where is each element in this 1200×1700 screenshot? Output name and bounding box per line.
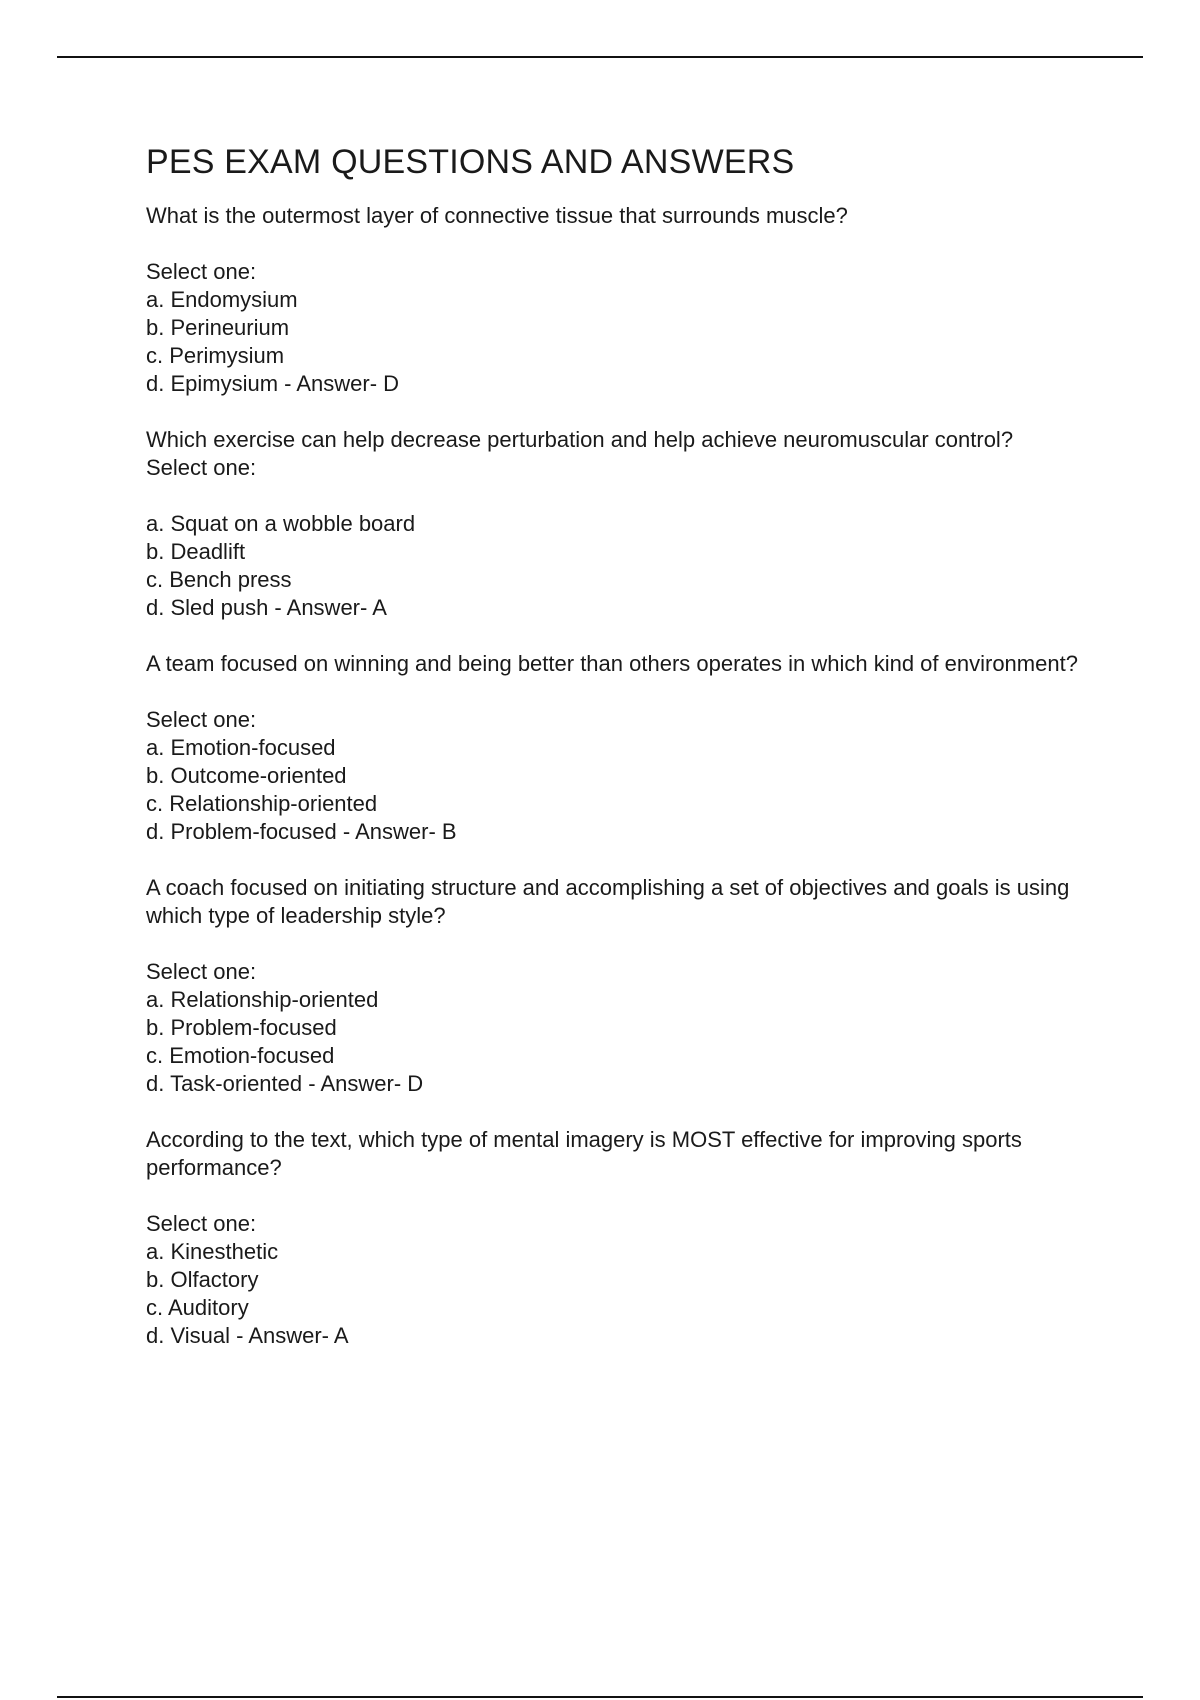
option-b: b. Outcome-oriented bbox=[146, 763, 347, 788]
document-body bbox=[146, 140, 1086, 1378]
question-text: A coach focused on initiating structure and accomplishing a set of objectives and goals is using which type of leadership style? bbox=[146, 875, 1076, 928]
question-text: A team focused on winning and being better than others operates in which kind of environment? bbox=[146, 651, 1078, 676]
select-prompt: Select one: bbox=[146, 259, 257, 284]
option-c: c. Auditory bbox=[146, 1295, 249, 1320]
question-block bbox=[146, 426, 1086, 622]
option-d-answer: d. Epimysium - Answer- D bbox=[146, 371, 400, 396]
header-rule bbox=[57, 56, 1143, 58]
option-b: b. Perineurium bbox=[146, 315, 290, 340]
option-a: a. Relationship-oriented bbox=[146, 987, 379, 1012]
footer-rule bbox=[57, 1696, 1143, 1698]
option-b: b. Olfactory bbox=[146, 1267, 259, 1292]
option-a: a. Emotion-focused bbox=[146, 735, 336, 760]
option-c: c. Bench press bbox=[146, 567, 292, 592]
document-title: PES EXAM QUESTIONS AND ANSWERS bbox=[146, 143, 795, 181]
option-b: b. Deadlift bbox=[146, 539, 246, 564]
option-a: a. Endomysium bbox=[146, 287, 298, 312]
option-b: b. Problem-focused bbox=[146, 1015, 337, 1040]
select-prompt: Select one: bbox=[146, 959, 257, 984]
option-c: c. Emotion-focused bbox=[146, 1043, 335, 1068]
option-d-answer: d. Sled push - Answer- A bbox=[146, 595, 387, 620]
option-a: a. Squat on a wobble board bbox=[146, 511, 416, 536]
question-block bbox=[146, 1126, 1086, 1350]
option-c: c. Relationship-oriented bbox=[146, 791, 378, 816]
question-text: Which exercise can help decrease perturbation and help achieve neuromuscular control? bbox=[146, 427, 1014, 452]
question-block bbox=[146, 874, 1086, 1098]
select-prompt: Select one: bbox=[146, 707, 257, 732]
question-text: According to the text, which type of mental imagery is MOST effective for improving sports performance? bbox=[146, 1127, 1029, 1180]
option-d-answer: d. Visual - Answer- A bbox=[146, 1323, 349, 1348]
option-d-answer: d. Task-oriented - Answer- D bbox=[146, 1071, 424, 1096]
select-prompt: Select one: bbox=[146, 1211, 257, 1236]
question-block bbox=[146, 650, 1086, 846]
option-d-answer: d. Problem-focused - Answer- B bbox=[146, 819, 457, 844]
option-a: a. Kinesthetic bbox=[146, 1239, 279, 1264]
question-text: What is the outermost layer of connective tissue that surrounds muscle? bbox=[146, 203, 848, 228]
select-prompt: Select one: bbox=[146, 455, 257, 480]
option-c: c. Perimysium bbox=[146, 343, 285, 368]
question-block bbox=[146, 202, 1086, 398]
